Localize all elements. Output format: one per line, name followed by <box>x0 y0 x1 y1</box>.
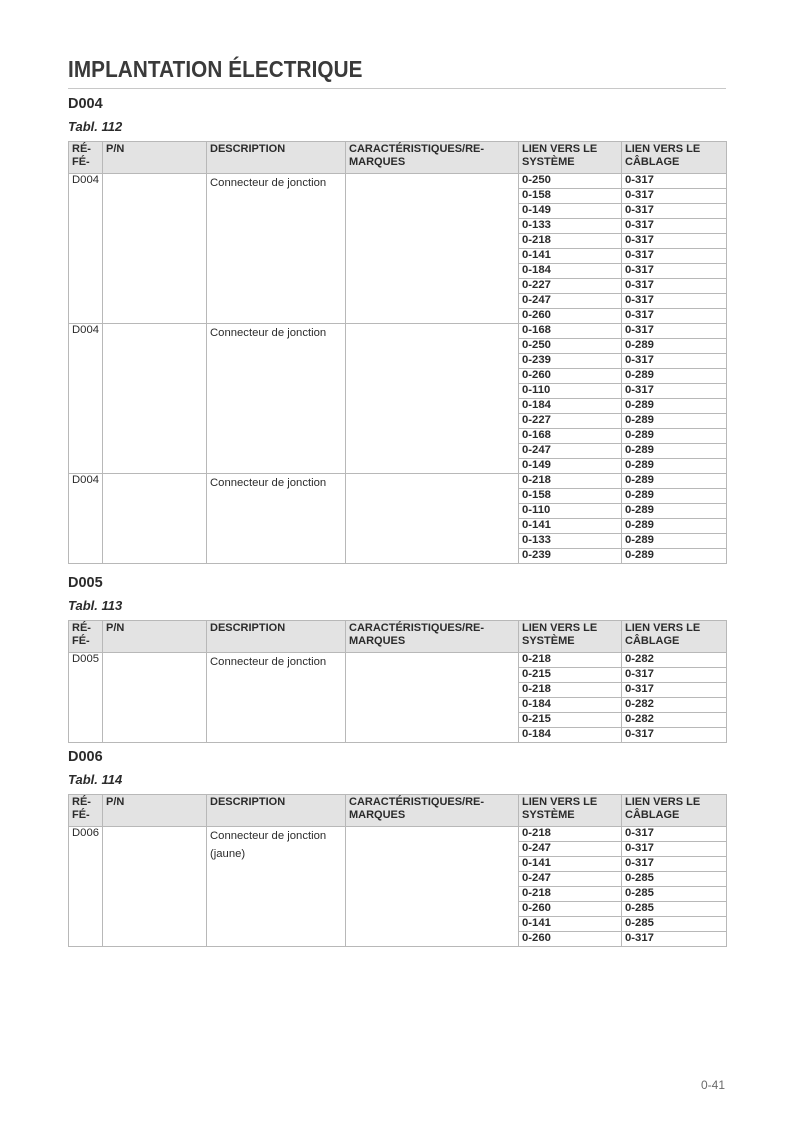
remarks-cell <box>346 827 519 947</box>
wiring-link-cell: 0-317 <box>622 857 727 872</box>
system-link-cell: 0-168 <box>519 324 622 339</box>
wiring-link-cell: 0-289 <box>622 459 727 474</box>
system-link-cell: 0-110 <box>519 504 622 519</box>
system-link-cell: 0-260 <box>519 309 622 324</box>
ref-cell: D004 <box>69 324 103 474</box>
header-pn: P/N <box>103 795 207 827</box>
system-link-cell: 0-218 <box>519 683 622 698</box>
wiring-link-cell: 0-285 <box>622 872 727 887</box>
system-link-cell: 0-141 <box>519 857 622 872</box>
system-link-cell: 0-184 <box>519 264 622 279</box>
system-link-cell: 0-250 <box>519 339 622 354</box>
table-header-row <box>69 621 727 653</box>
description-cell: Connecteur de jonction <box>207 324 346 474</box>
pn-cell <box>103 827 207 947</box>
wiring-link-cell: 0-289 <box>622 369 727 384</box>
table-caption-114: Tabl. 114 <box>68 772 123 787</box>
wiring-link-cell: 0-285 <box>622 917 727 932</box>
header-remarks: CARACTÉRISTIQUES/RE-MARQUES <box>346 795 519 827</box>
system-link-cell: 0-227 <box>519 414 622 429</box>
wiring-link-cell: 0-289 <box>622 549 727 564</box>
pn-cell <box>103 174 207 324</box>
wiring-link-cell: 0-317 <box>622 309 727 324</box>
description-cell: Connecteur de jonction <box>207 174 346 324</box>
ref-cell: D004 <box>69 174 103 324</box>
system-link-cell: 0-218 <box>519 887 622 902</box>
system-link-cell: 0-215 <box>519 713 622 728</box>
section-heading-d006: D006 <box>68 749 103 765</box>
table-caption-112: Tabl. 112 <box>68 119 123 134</box>
wiring-link-cell: 0-317 <box>622 219 727 234</box>
remarks-cell <box>346 324 519 474</box>
header-ref: RÉ-FÉ- <box>69 621 103 653</box>
wiring-link-cell: 0-285 <box>622 902 727 917</box>
system-link-cell: 0-218 <box>519 474 622 489</box>
system-link-cell: 0-184 <box>519 728 622 743</box>
wiring-link-cell: 0-289 <box>622 444 727 459</box>
title-divider <box>68 88 726 89</box>
header-description: DESCRIPTION <box>207 795 346 827</box>
system-link-cell: 0-184 <box>519 399 622 414</box>
header-remarks: CARACTÉRISTIQUES/RE-MARQUES <box>346 621 519 653</box>
system-link-cell: 0-218 <box>519 827 622 842</box>
header-system-link: LIEN VERS LE SYSTÈME <box>519 621 622 653</box>
page-number: 0-41 <box>700 1078 725 1092</box>
wiring-link-cell: 0-317 <box>622 932 727 947</box>
description-cell: Connecteur de jonction <box>207 474 346 564</box>
system-link-cell: 0-260 <box>519 902 622 917</box>
wiring-link-cell: 0-317 <box>622 189 727 204</box>
header-wiring-link: LIEN VERS LE CÂBLAGE <box>622 621 727 653</box>
description-cell: Connecteur de jonction (jaune) <box>207 827 346 947</box>
wiring-link-cell: 0-317 <box>622 384 727 399</box>
system-link-cell: 0-260 <box>519 932 622 947</box>
wiring-link-cell: 0-289 <box>622 399 727 414</box>
wiring-link-cell: 0-289 <box>622 339 727 354</box>
table-d006 <box>68 794 727 947</box>
wiring-link-cell: 0-289 <box>622 414 727 429</box>
remarks-cell <box>346 474 519 564</box>
system-link-cell: 0-141 <box>519 249 622 264</box>
header-remarks: CARACTÉRISTIQUES/RE-MARQUES <box>346 142 519 174</box>
wiring-link-cell: 0-317 <box>622 264 727 279</box>
table-header-row <box>69 142 727 174</box>
header-wiring-link: LIEN VERS LE CÂBLAGE <box>622 795 727 827</box>
description-cell: Connecteur de jonction <box>207 653 346 743</box>
system-link-cell: 0-247 <box>519 444 622 459</box>
wiring-link-cell: 0-289 <box>622 474 727 489</box>
table-header-row <box>69 795 727 827</box>
header-system-link: LIEN VERS LE SYSTÈME <box>519 795 622 827</box>
system-link-cell: 0-218 <box>519 653 622 668</box>
wiring-link-cell: 0-317 <box>622 842 727 857</box>
wiring-link-cell: 0-317 <box>622 204 727 219</box>
remarks-cell <box>346 653 519 743</box>
system-link-cell: 0-184 <box>519 698 622 713</box>
wiring-link-cell: 0-317 <box>622 234 727 249</box>
header-wiring-link: LIEN VERS LE CÂBLAGE <box>622 142 727 174</box>
system-link-cell: 0-260 <box>519 369 622 384</box>
system-link-cell: 0-215 <box>519 668 622 683</box>
wiring-link-cell: 0-282 <box>622 653 727 668</box>
wiring-link-cell: 0-317 <box>622 294 727 309</box>
table-row <box>69 324 727 339</box>
table-d005 <box>68 620 727 743</box>
pn-cell <box>103 324 207 474</box>
header-ref: RÉ-FÉ- <box>69 142 103 174</box>
system-link-cell: 0-247 <box>519 842 622 857</box>
page-title: IMPLANTATION ÉLECTRIQUE <box>68 56 363 82</box>
table-row <box>69 174 727 189</box>
system-link-cell: 0-141 <box>519 917 622 932</box>
system-link-cell: 0-133 <box>519 219 622 234</box>
wiring-link-cell: 0-317 <box>622 279 727 294</box>
wiring-link-cell: 0-317 <box>622 668 727 683</box>
wiring-link-cell: 0-317 <box>622 174 727 189</box>
pn-cell <box>103 653 207 743</box>
wiring-link-cell: 0-285 <box>622 887 727 902</box>
wiring-link-cell: 0-317 <box>622 683 727 698</box>
header-pn: P/N <box>103 621 207 653</box>
system-link-cell: 0-133 <box>519 534 622 549</box>
wiring-link-cell: 0-289 <box>622 504 727 519</box>
header-ref: RÉ-FÉ- <box>69 795 103 827</box>
system-link-cell: 0-149 <box>519 204 622 219</box>
system-link-cell: 0-239 <box>519 354 622 369</box>
system-link-cell: 0-158 <box>519 189 622 204</box>
ref-cell: D004 <box>69 474 103 564</box>
section-heading-d005: D005 <box>68 575 103 591</box>
wiring-link-cell: 0-289 <box>622 429 727 444</box>
system-link-cell: 0-247 <box>519 294 622 309</box>
table-d004 <box>68 141 727 564</box>
wiring-link-cell: 0-282 <box>622 713 727 728</box>
header-system-link: LIEN VERS LE SYSTÈME <box>519 142 622 174</box>
remarks-cell <box>346 174 519 324</box>
system-link-cell: 0-250 <box>519 174 622 189</box>
wiring-link-cell: 0-289 <box>622 489 727 504</box>
header-description: DESCRIPTION <box>207 142 346 174</box>
section-heading-d004: D004 <box>68 96 103 112</box>
table-row <box>69 653 727 668</box>
wiring-link-cell: 0-317 <box>622 827 727 842</box>
wiring-link-cell: 0-317 <box>622 249 727 264</box>
table-caption-113: Tabl. 113 <box>68 598 123 613</box>
wiring-link-cell: 0-289 <box>622 519 727 534</box>
system-link-cell: 0-247 <box>519 872 622 887</box>
system-link-cell: 0-227 <box>519 279 622 294</box>
system-link-cell: 0-239 <box>519 549 622 564</box>
system-link-cell: 0-158 <box>519 489 622 504</box>
wiring-link-cell: 0-317 <box>622 728 727 743</box>
ref-cell: D006 <box>69 827 103 947</box>
system-link-cell: 0-168 <box>519 429 622 444</box>
system-link-cell: 0-141 <box>519 519 622 534</box>
header-description: DESCRIPTION <box>207 621 346 653</box>
wiring-link-cell: 0-289 <box>622 534 727 549</box>
wiring-link-cell: 0-317 <box>622 354 727 369</box>
header-pn: P/N <box>103 142 207 174</box>
system-link-cell: 0-110 <box>519 384 622 399</box>
system-link-cell: 0-218 <box>519 234 622 249</box>
wiring-link-cell: 0-282 <box>622 698 727 713</box>
ref-cell: D005 <box>69 653 103 743</box>
table-row <box>69 474 727 489</box>
pn-cell <box>103 474 207 564</box>
system-link-cell: 0-149 <box>519 459 622 474</box>
wiring-link-cell: 0-317 <box>622 324 727 339</box>
table-row <box>69 827 727 842</box>
